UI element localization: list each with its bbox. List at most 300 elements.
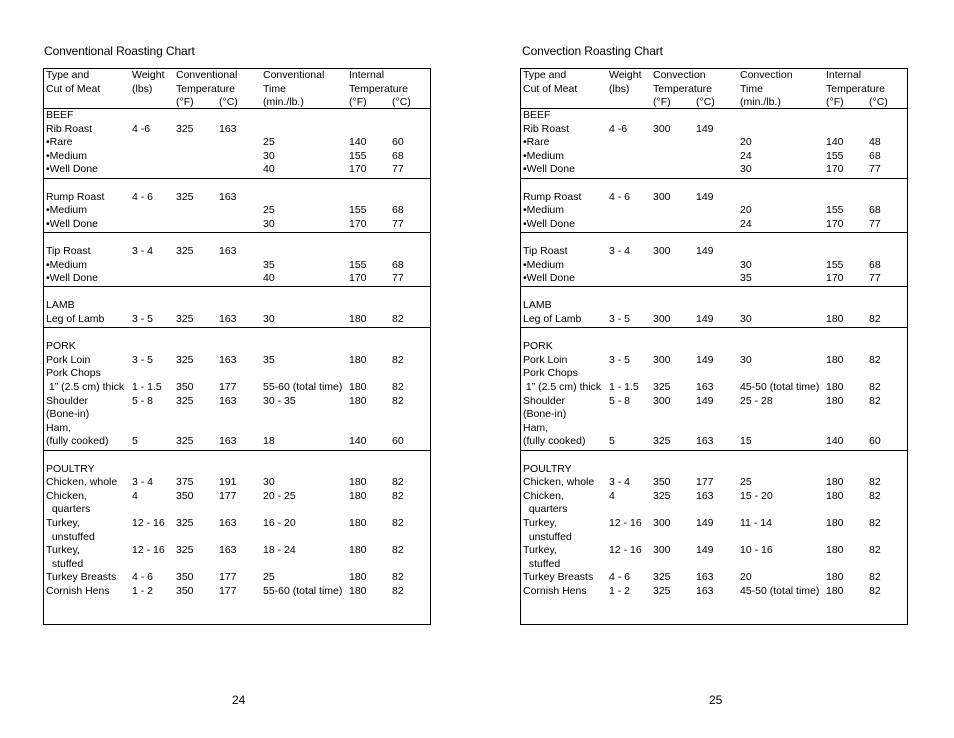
header-weight-1: Weight — [609, 69, 642, 81]
section-divider — [521, 232, 907, 233]
roasting-table — [43, 68, 431, 625]
cell-time: 25 — [263, 571, 275, 584]
cell-temp-f: 325 — [176, 122, 194, 135]
cell-temp-c: 177 — [219, 381, 237, 393]
header-time-1: Convection — [740, 69, 793, 81]
cell-internal-c: 77 — [392, 217, 404, 230]
cell-cut: •Well Done — [523, 272, 575, 285]
header-weight-2: (lbs) — [132, 82, 153, 95]
cell-time: 30 — [263, 313, 275, 325]
cell-temp-c: 163 — [219, 122, 237, 135]
cell-internal-c: 82 — [869, 313, 881, 325]
cell-temp-c: 163 — [219, 544, 237, 557]
cell-time: 30 — [740, 163, 752, 176]
cell-temp-f: 350 — [176, 585, 194, 597]
cell-internal-c: 68 — [869, 258, 881, 271]
cell-weight: 1 - 1.5 — [609, 381, 639, 393]
header-temp-f: (°F) — [176, 96, 194, 108]
cell-temp-c: 163 — [219, 517, 237, 529]
cell-time: 40 — [263, 163, 275, 176]
cell-internal-f: 180 — [349, 571, 367, 584]
cell-cut: LAMB — [46, 299, 75, 312]
cell-cut: Shoulder — [46, 394, 89, 407]
cell-time: 24 — [740, 217, 752, 230]
cell-internal-f: 180 — [826, 517, 844, 529]
cell-internal-c: 82 — [392, 381, 404, 393]
cell-time: 30 — [740, 258, 752, 271]
header-temp-2: Temperature — [176, 82, 235, 95]
cell-cut: Pork Chops — [523, 367, 578, 380]
cell-time: 11 - 14 — [740, 517, 772, 529]
cell-internal-f: 170 — [826, 272, 844, 285]
page-number: 25 — [709, 693, 723, 707]
header-temp-c: (°C) — [696, 96, 715, 108]
cell-temp-c: 163 — [219, 190, 237, 203]
section-divider — [521, 450, 907, 451]
cell-cut: Leg of Lamb — [46, 313, 105, 325]
cell-internal-c: 60 — [392, 435, 404, 448]
cell-internal-f: 140 — [349, 136, 367, 149]
cell-temp-f: 325 — [176, 353, 194, 366]
cell-cut: Turkey, — [46, 544, 80, 557]
header-type-2: Cut of Meat — [523, 82, 578, 95]
cell-internal-c: 82 — [392, 353, 404, 366]
cell-temp-f: 325 — [176, 517, 194, 529]
cell-temp-c: 163 — [696, 435, 714, 448]
cell-cut: 1” (2.5 cm) thick — [46, 381, 125, 393]
cell-cut: quarters — [523, 503, 568, 516]
cell-cut: •Well Done — [46, 163, 98, 176]
cell-temp-c: 163 — [696, 571, 714, 584]
cell-temp-c: 149 — [696, 313, 714, 325]
cell-internal-f: 170 — [349, 163, 367, 176]
cell-temp-f: 325 — [653, 571, 671, 584]
section-divider — [521, 178, 907, 179]
cell-time: 30 — [263, 149, 275, 162]
cell-temp-c: 177 — [219, 585, 237, 597]
cell-internal-c: 82 — [869, 517, 881, 529]
cell-internal-f: 155 — [826, 204, 844, 217]
cell-cut: Rib Roast — [46, 122, 93, 135]
cell-cut: Rump Roast — [523, 190, 582, 203]
cell-time: 30 — [740, 313, 752, 325]
cell-time: 20 — [740, 571, 752, 584]
cell-cut: Tip Roast — [46, 245, 91, 257]
cell-cut: •Well Done — [46, 272, 98, 285]
cell-cut: quarters — [46, 503, 91, 516]
cell-cut: Cornish Hens — [46, 585, 110, 597]
cell-internal-c: 82 — [392, 313, 404, 325]
section-divider — [44, 450, 430, 451]
section-divider — [521, 286, 907, 287]
cell-cut: •Well Done — [523, 163, 575, 176]
cell-internal-c: 82 — [392, 476, 404, 489]
header-internal-1: Internal — [826, 69, 862, 81]
cell-internal-f: 180 — [826, 313, 844, 325]
cell-internal-c: 60 — [869, 435, 881, 448]
cell-time: 25 - 28 — [740, 394, 773, 407]
cell-internal-f: 180 — [349, 353, 367, 366]
cell-temp-f: 325 — [653, 489, 671, 502]
cell-temp-c: 149 — [696, 394, 714, 407]
cell-temp-f: 325 — [176, 435, 194, 448]
cell-temp-f: 375 — [176, 476, 194, 489]
cell-internal-f: 155 — [826, 258, 844, 271]
cell-internal-f: 180 — [349, 394, 367, 407]
cell-internal-c: 82 — [392, 544, 404, 557]
header-internal-1: Internal — [349, 69, 385, 81]
cell-time: 30 — [740, 353, 752, 366]
cell-internal-f: 180 — [826, 394, 844, 407]
cell-temp-f: 325 — [653, 585, 671, 597]
cell-temp-c: 163 — [696, 489, 714, 502]
cell-internal-f: 180 — [826, 544, 844, 557]
cell-weight: 3 - 5 — [609, 353, 631, 366]
cell-cut: (Bone-in) — [46, 408, 90, 421]
cell-weight: 4 - 6 — [132, 190, 154, 203]
cell-cut: stuffed — [46, 557, 84, 570]
header-temp-c: (°C) — [219, 96, 238, 108]
header-time-unit: (min./lb.) — [740, 96, 781, 108]
cell-temp-c: 163 — [219, 394, 237, 407]
header-temp-2: Temperature — [653, 82, 712, 95]
cell-cut: Turkey, — [46, 517, 80, 529]
cell-cut: Pork Chops — [46, 367, 101, 380]
cell-weight: 3 - 4 — [609, 476, 631, 489]
chart-title: Convection Roasting Chart — [522, 44, 663, 58]
cell-time: 25 — [263, 204, 275, 217]
cell-internal-c: 68 — [869, 149, 881, 162]
cell-time: 35 — [740, 272, 752, 285]
cell-temp-c: 149 — [696, 353, 714, 366]
cell-time: 45-50 (total time) — [740, 381, 820, 393]
cell-temp-c: 163 — [696, 381, 714, 393]
cell-internal-c: 82 — [869, 571, 881, 584]
cell-temp-f: 300 — [653, 313, 671, 325]
cell-internal-f: 180 — [826, 571, 844, 584]
cell-internal-c: 82 — [392, 394, 404, 407]
cell-internal-c: 68 — [392, 258, 404, 271]
cell-internal-f: 180 — [826, 585, 844, 597]
cell-cut: Turkey Breasts — [46, 571, 117, 584]
cell-cut: Chicken, whole — [46, 476, 118, 489]
cell-internal-f: 155 — [349, 149, 367, 162]
cell-internal-c: 82 — [392, 517, 404, 529]
header-time-1: Conventional — [263, 69, 325, 81]
cell-cut: Turkey, — [523, 544, 557, 557]
cell-cut: •Medium — [523, 204, 565, 217]
cell-weight: 4 - 6 — [609, 190, 631, 203]
cell-weight: 3 - 5 — [132, 353, 154, 366]
cell-weight: 3 - 4 — [132, 245, 154, 257]
cell-cut: Chicken, — [523, 489, 564, 502]
header-type-2: Cut of Meat — [46, 82, 101, 95]
cell-internal-c: 82 — [869, 489, 881, 502]
cell-cut: •Medium — [523, 258, 565, 271]
cell-cut: Shoulder — [523, 394, 566, 407]
cell-cut: POULTRY — [46, 462, 95, 475]
section-divider — [44, 286, 430, 287]
cell-internal-f: 155 — [349, 258, 367, 271]
cell-cut: Leg of Lamb — [523, 313, 582, 325]
cell-temp-c: 149 — [696, 517, 714, 529]
cell-weight: 4 - 6 — [132, 571, 154, 584]
cell-internal-c: 82 — [869, 544, 881, 557]
cell-temp-f: 350 — [176, 571, 194, 584]
cell-internal-c: 77 — [392, 163, 404, 176]
cell-temp-c: 149 — [696, 122, 714, 135]
cell-temp-f: 325 — [653, 435, 671, 448]
cell-cut: PORK — [523, 340, 553, 353]
cell-internal-f: 180 — [826, 489, 844, 502]
cell-time: 35 — [263, 258, 275, 271]
cell-temp-c: 177 — [219, 571, 237, 584]
header-internal-2: Temperature — [826, 82, 885, 95]
cell-temp-c: 163 — [219, 245, 237, 257]
page-right — [477, 0, 954, 738]
cell-cut: Turkey Breasts — [523, 571, 594, 584]
cell-time: 30 — [263, 217, 275, 230]
cell-internal-f: 180 — [349, 544, 367, 557]
cell-weight: 5 - 8 — [609, 394, 631, 407]
cell-weight: 12 - 16 — [132, 517, 165, 529]
header-time-2: Time — [740, 82, 763, 95]
cell-cut: Chicken, whole — [523, 476, 595, 489]
cell-internal-f: 180 — [826, 476, 844, 489]
cell-weight: 12 - 16 — [609, 544, 642, 557]
chart-title: Conventional Roasting Chart — [44, 44, 195, 58]
header-internal-2: Temperature — [349, 82, 408, 95]
cell-temp-f: 325 — [176, 544, 194, 557]
cell-internal-f: 140 — [826, 136, 844, 149]
cell-time: 18 - 24 — [263, 544, 296, 557]
header-time-unit: (min./lb.) — [263, 96, 304, 108]
cell-cut: unstuffed — [46, 530, 95, 543]
cell-internal-f: 180 — [349, 585, 367, 597]
cell-time: 40 — [263, 272, 275, 285]
cell-cut: •Rare — [46, 136, 73, 149]
cell-time: 15 — [740, 435, 752, 448]
header-time-2: Time — [263, 82, 286, 95]
cell-time: 25 — [740, 476, 752, 489]
cell-internal-f: 155 — [826, 149, 844, 162]
cell-weight: 1 - 2 — [609, 585, 631, 597]
cell-temp-c: 163 — [696, 585, 714, 597]
cell-weight: 5 — [609, 435, 615, 448]
cell-cut: (fully cooked) — [46, 435, 109, 448]
cell-weight: 3 - 4 — [609, 245, 631, 257]
cell-internal-f: 180 — [349, 489, 367, 502]
cell-time: 18 — [263, 435, 275, 448]
cell-time: 55-60 (total time) — [263, 585, 343, 597]
cell-internal-f: 180 — [349, 313, 367, 325]
cell-cut: BEEF — [523, 109, 551, 121]
cell-internal-f: 180 — [349, 517, 367, 529]
cell-weight: 5 — [132, 435, 138, 448]
cell-cut: PORK — [46, 340, 76, 353]
table-header — [521, 69, 907, 109]
cell-cut: Turkey, — [523, 517, 557, 529]
cell-weight: 3 - 5 — [609, 313, 631, 325]
cell-time: 30 - 35 — [263, 394, 296, 407]
cell-cut: Cornish Hens — [523, 585, 587, 597]
table-header — [44, 69, 430, 109]
cell-time: 35 — [263, 353, 275, 366]
cell-cut: •Medium — [46, 204, 88, 217]
section-divider — [44, 327, 430, 328]
cell-cut: BEEF — [46, 109, 74, 121]
cell-internal-c: 60 — [392, 136, 404, 149]
cell-cut: •Well Done — [523, 217, 575, 230]
cell-cut: stuffed — [523, 557, 561, 570]
section-divider — [521, 327, 907, 328]
cell-internal-c: 77 — [869, 272, 881, 285]
cell-time: 15 - 20 — [740, 489, 773, 502]
cell-cut: Ham, — [523, 421, 549, 434]
cell-time: 30 — [263, 476, 275, 489]
cell-internal-c: 82 — [869, 476, 881, 489]
header-type-1: Type and — [46, 69, 90, 81]
cell-internal-f: 170 — [826, 163, 844, 176]
header-temp-1: Convection — [653, 69, 706, 81]
cell-temp-f: 325 — [176, 190, 194, 203]
header-weight-1: Weight — [132, 69, 165, 81]
cell-weight: 4 -6 — [132, 122, 151, 135]
cell-internal-c: 48 — [869, 136, 881, 149]
cell-cut: Tip Roast — [523, 245, 568, 257]
cell-internal-c: 77 — [869, 163, 881, 176]
cell-internal-c: 82 — [392, 489, 404, 502]
cell-time: 45-50 (total time) — [740, 585, 820, 597]
cell-cut: unstuffed — [523, 530, 572, 543]
cell-internal-c: 68 — [392, 149, 404, 162]
cell-internal-c: 82 — [869, 381, 881, 393]
cell-internal-c: 82 — [869, 394, 881, 407]
cell-weight: 4 — [609, 489, 615, 502]
cell-internal-f: 180 — [826, 381, 844, 393]
cell-temp-c: 163 — [219, 435, 237, 448]
cell-cut: Chicken, — [46, 489, 87, 502]
cell-time: 24 — [740, 149, 752, 162]
cell-weight: 12 - 16 — [132, 544, 165, 557]
cell-temp-f: 300 — [653, 544, 671, 557]
cell-time: 20 — [740, 136, 752, 149]
cell-cut: Pork Loin — [523, 353, 568, 366]
cell-weight: 12 - 16 — [609, 517, 642, 529]
cell-internal-f: 180 — [349, 476, 367, 489]
cell-weight: 3 - 4 — [132, 476, 154, 489]
cell-temp-f: 325 — [176, 313, 194, 325]
cell-internal-f: 155 — [349, 204, 367, 217]
cell-time: 16 - 20 — [263, 517, 296, 529]
cell-temp-c: 177 — [696, 476, 714, 489]
cell-cut: Ham, — [46, 421, 72, 434]
cell-internal-f: 170 — [349, 217, 367, 230]
cell-temp-c: 149 — [696, 190, 714, 203]
cell-cut: POULTRY — [523, 462, 572, 475]
cell-time: 55-60 (total time) — [263, 381, 343, 393]
section-divider — [44, 232, 430, 233]
section-divider — [44, 178, 430, 179]
cell-cut: •Medium — [523, 149, 565, 162]
cell-temp-c: 149 — [696, 245, 714, 257]
cell-weight: 1 - 1.5 — [132, 381, 162, 393]
cell-cut: (Bone-in) — [523, 408, 567, 421]
cell-temp-f: 300 — [653, 517, 671, 529]
cell-weight: 5 - 8 — [132, 394, 154, 407]
cell-temp-f: 350 — [176, 489, 194, 502]
cell-weight: 1 - 2 — [132, 585, 154, 597]
header-type-1: Type and — [523, 69, 567, 81]
cell-time: 25 — [263, 136, 275, 149]
cell-temp-c: 191 — [219, 476, 237, 489]
cell-cut: •Medium — [46, 258, 88, 271]
cell-temp-c: 149 — [696, 544, 714, 557]
cell-internal-c: 77 — [869, 217, 881, 230]
header-temp-f: (°F) — [653, 96, 671, 108]
cell-internal-f: 180 — [349, 381, 367, 393]
cell-cut: •Rare — [523, 136, 550, 149]
cell-cut: Pork Loin — [46, 353, 91, 366]
roasting-table — [520, 68, 908, 625]
cell-temp-f: 325 — [176, 245, 194, 257]
cell-internal-f: 170 — [349, 272, 367, 285]
cell-internal-c: 82 — [869, 585, 881, 597]
cell-internal-f: 170 — [826, 217, 844, 230]
header-internal-c: (°C) — [392, 96, 411, 108]
cell-internal-f: 140 — [349, 435, 367, 448]
cell-cut: (fully cooked) — [523, 435, 586, 448]
page-number: 24 — [232, 693, 246, 707]
cell-cut: 1” (2.5 cm) thick — [523, 381, 602, 393]
cell-cut: Rib Roast — [523, 122, 570, 135]
cell-weight: 4 -6 — [609, 122, 628, 135]
cell-time: 10 - 16 — [740, 544, 773, 557]
cell-internal-c: 82 — [869, 353, 881, 366]
cell-temp-c: 177 — [219, 489, 237, 502]
header-weight-2: (lbs) — [609, 82, 630, 95]
header-temp-1: Conventional — [176, 69, 238, 81]
cell-temp-f: 300 — [653, 394, 671, 407]
cell-temp-f: 325 — [176, 394, 194, 407]
cell-cut: •Well Done — [46, 217, 98, 230]
cell-temp-c: 163 — [219, 313, 237, 325]
cell-temp-f: 350 — [653, 476, 671, 489]
header-internal-f: (°F) — [349, 96, 367, 108]
cell-temp-f: 325 — [653, 381, 671, 393]
cell-weight: 4 - 6 — [609, 571, 631, 584]
cell-internal-c: 82 — [392, 571, 404, 584]
cell-weight: 4 — [132, 489, 138, 502]
cell-temp-f: 350 — [176, 381, 194, 393]
cell-internal-c: 82 — [392, 585, 404, 597]
cell-time: 20 - 25 — [263, 489, 296, 502]
cell-internal-c: 68 — [869, 204, 881, 217]
cell-temp-f: 300 — [653, 190, 671, 203]
cell-cut: LAMB — [523, 299, 552, 312]
cell-temp-f: 300 — [653, 122, 671, 135]
cell-temp-c: 163 — [219, 353, 237, 366]
cell-temp-f: 300 — [653, 245, 671, 257]
cell-internal-f: 140 — [826, 435, 844, 448]
cell-cut: Rump Roast — [46, 190, 105, 203]
cell-internal-f: 180 — [826, 353, 844, 366]
cell-internal-c: 77 — [392, 272, 404, 285]
header-internal-c: (°C) — [869, 96, 888, 108]
cell-cut: •Medium — [46, 149, 88, 162]
cell-weight: 3 - 5 — [132, 313, 154, 325]
cell-temp-f: 300 — [653, 353, 671, 366]
